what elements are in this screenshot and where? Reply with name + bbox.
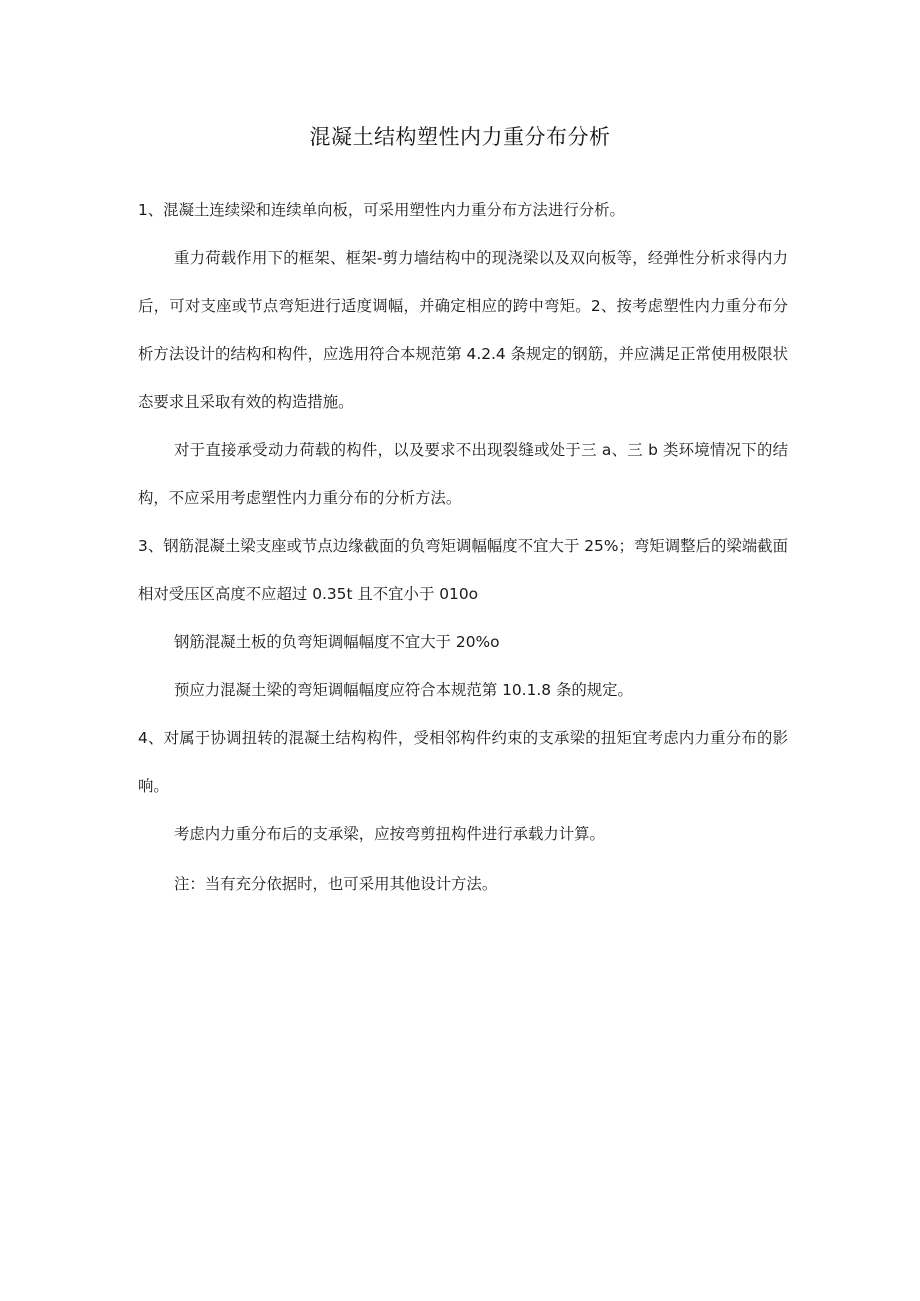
paragraph-7: 4、对属于协调扭转的混凝土结构构件，受相邻构件约束的支承梁的扭矩宜考虑内力重分布的影响。 xyxy=(138,729,788,795)
paragraph-1: 1、混凝土连续梁和连续单向板，可采用塑性内力重分布方法进行分析。 xyxy=(138,201,625,219)
note-paragraph: 注：当有充分依据时，也可采用其他设计方法。 xyxy=(174,875,498,893)
paragraph-2: 重力荷载作用下的框架、框架-剪力墙结构中的现浇梁以及双向板等，经弹性分析求得内力后，可对支座或节点弯矩进行适度调幅，并确定相应的跨中弯矩。2、按考虑塑性内力重分布分析方法设计的结构和构件，应选用符合本规范第 4.2.4 条规定的钢筋，并应满足正常使用极限状态要求且采取有效的构造措施。 xyxy=(138,249,788,411)
document-title: 混凝土结构塑性内力重分布分析 xyxy=(309,125,611,149)
document-body xyxy=(138,186,788,908)
paragraph-4: 3、钢筋混凝土梁支座或节点边缘截面的负弯矩调幅幅度不宜大于 25%；弯矩调整后的梁端截面相对受压区高度不应超过 0.35t 且不宜小于 010o xyxy=(138,537,788,603)
paragraph-5: 钢筋混凝土板的负弯矩调幅幅度不宜大于 20%o xyxy=(174,633,500,651)
paragraph-6: 预应力混凝土梁的弯矩调幅幅度应符合本规范第 10.1.8 条的规定。 xyxy=(174,681,633,699)
paragraph-3: 对于直接承受动力荷载的构件，以及要求不出现裂缝或处于三 a、三 b 类环境情况下的结构，不应采用考虑塑性内力重分布的分析方法。 xyxy=(138,441,788,507)
paragraph-8: 考虑内力重分布后的支承梁，应按弯剪扭构件进行承载力计算。 xyxy=(174,825,605,843)
